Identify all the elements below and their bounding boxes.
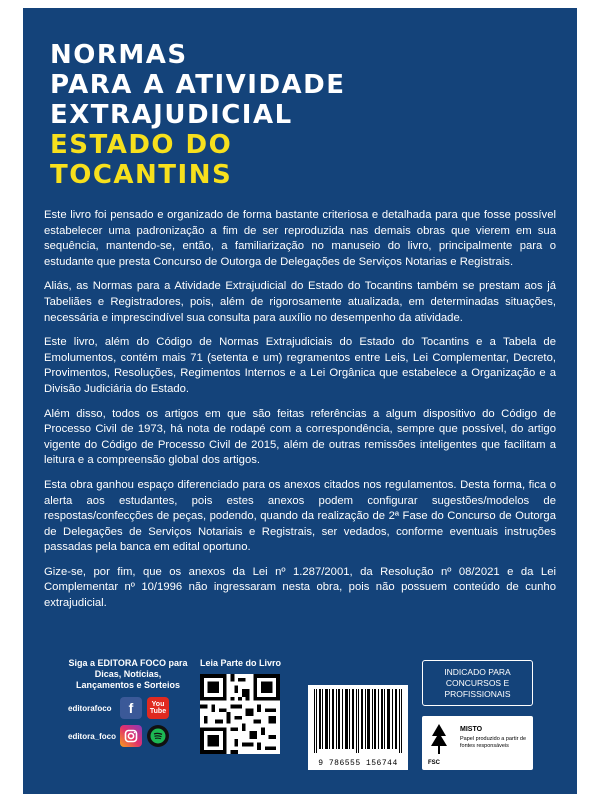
subtitle-line: ESTADO DO xyxy=(50,130,233,160)
synopsis-paragraph: Este livro, além do Código de Normas Extrajudiciais do Estado do Tocantins e a Tabela de Emolumentos, contém mais 71 (setenta e um) regramentos entre Leis, Lei Complementar, Decreto, Provimentos, Resoluções, Regimentos Internos e a Lei Orgânica que estabelece a Organização e a Divisão Judiciária do Estado. xyxy=(44,336,556,395)
indicado-line: CONCURSOS E xyxy=(445,678,510,688)
follow-text: Siga a EDITORA FOCO para Dicas, Notícias, Lançamentos e Sorteios xyxy=(68,658,188,690)
synopsis-paragraph: Além disso, todos os artigos em que são feitas referências a algum dispositivo do Código de Processo Civil de 1973, há nota de rodapé com a correspondência, sempre que possível, do artigo vigente do Código de Processo Civil de 2015, além de outras remissões inteligentes que facilitam a leitura e a compreensão global dos artigos. xyxy=(44,407,556,467)
synopsis-paragraph: Gize-se, por fim, que os anexos da Lei nº 1.287/2001, da Resolução nº 08/2021 e da Lei Complementar nº 10/1996 não ingressaram nesta obra, pois não possuem conteúdo de cunho extrajudicial. xyxy=(44,565,556,610)
instagram-icon xyxy=(120,725,142,747)
social-handle: editora_foco xyxy=(68,731,117,741)
fsc-label: FSC xyxy=(428,760,440,766)
barcode xyxy=(308,685,408,770)
social-handle: editorafoco xyxy=(68,703,112,713)
spotify-icon xyxy=(147,725,169,747)
fsc-certification xyxy=(422,716,533,770)
indicado-line: INDICADO PARA xyxy=(444,667,511,677)
book-title xyxy=(50,40,550,190)
fsc-description: Papel produzido a partir de fontes responsáveis xyxy=(460,736,527,749)
qr-block xyxy=(200,658,290,754)
indicado-line: PROFISSIONAIS xyxy=(444,689,511,699)
synopsis-paragraph: Esta obra ganhou espaço diferenciado para os anexos citados nos regulamentos. Desta forma, fica o alerta aos estudantes, pois estes anexos podem configurar sugestões/modelos de respostas/confecções de peças, podendo, quando da realização de 2ª Fase do Concurso de Outorga de Delegações de Serviços Notariais e Registrais, ser vedados, conforme eventuais instruções passadas pela banca em edital oportuno. xyxy=(44,478,556,554)
title-line: PARA A ATIVIDADE xyxy=(50,70,346,100)
synopsis xyxy=(44,208,556,621)
synopsis-paragraph: Este livro foi pensado e organizado de forma bastante criteriosa e detalhada para que fosse possível estabelecer uma padronização a fim de ser reproduzida nas demais obras que vierem em sua sequência, mantendo-se, então, a familiarização no manuseio do livro, principalmente para o estudante que presta Concurso de Outorga de Delegações de Serviços Notarias e Registrais. xyxy=(44,209,556,268)
fsc-logo xyxy=(428,722,450,758)
facebook-icon: f xyxy=(120,697,142,719)
fsc-title: MISTO xyxy=(460,726,483,733)
synopsis-paragraph: Aliás, as Normas para a Atividade Extrajudicial do Estado do Tocantins também se prestam aos já Tabeliães e Registradores, pois, além de rigorosamente atualizada, em determinadas situações, necessária e imprescindível sua consulta para auxílio no desempenho da atividade. xyxy=(44,280,556,324)
title-line: EXTRAJUDICIAL xyxy=(50,100,293,130)
subtitle-line: TOCANTINS xyxy=(50,160,233,190)
social-row xyxy=(68,725,188,747)
barcode-number: 9 786555 156744 xyxy=(318,759,398,768)
title-line: NORMAS xyxy=(50,40,188,70)
social-block xyxy=(68,658,188,747)
indicado-badge xyxy=(422,660,533,706)
youtube-icon: You Tube xyxy=(147,697,169,719)
qr-label: Leia Parte do Livro xyxy=(200,658,282,668)
qr-code[interactable] xyxy=(200,674,280,754)
social-row xyxy=(68,697,188,719)
